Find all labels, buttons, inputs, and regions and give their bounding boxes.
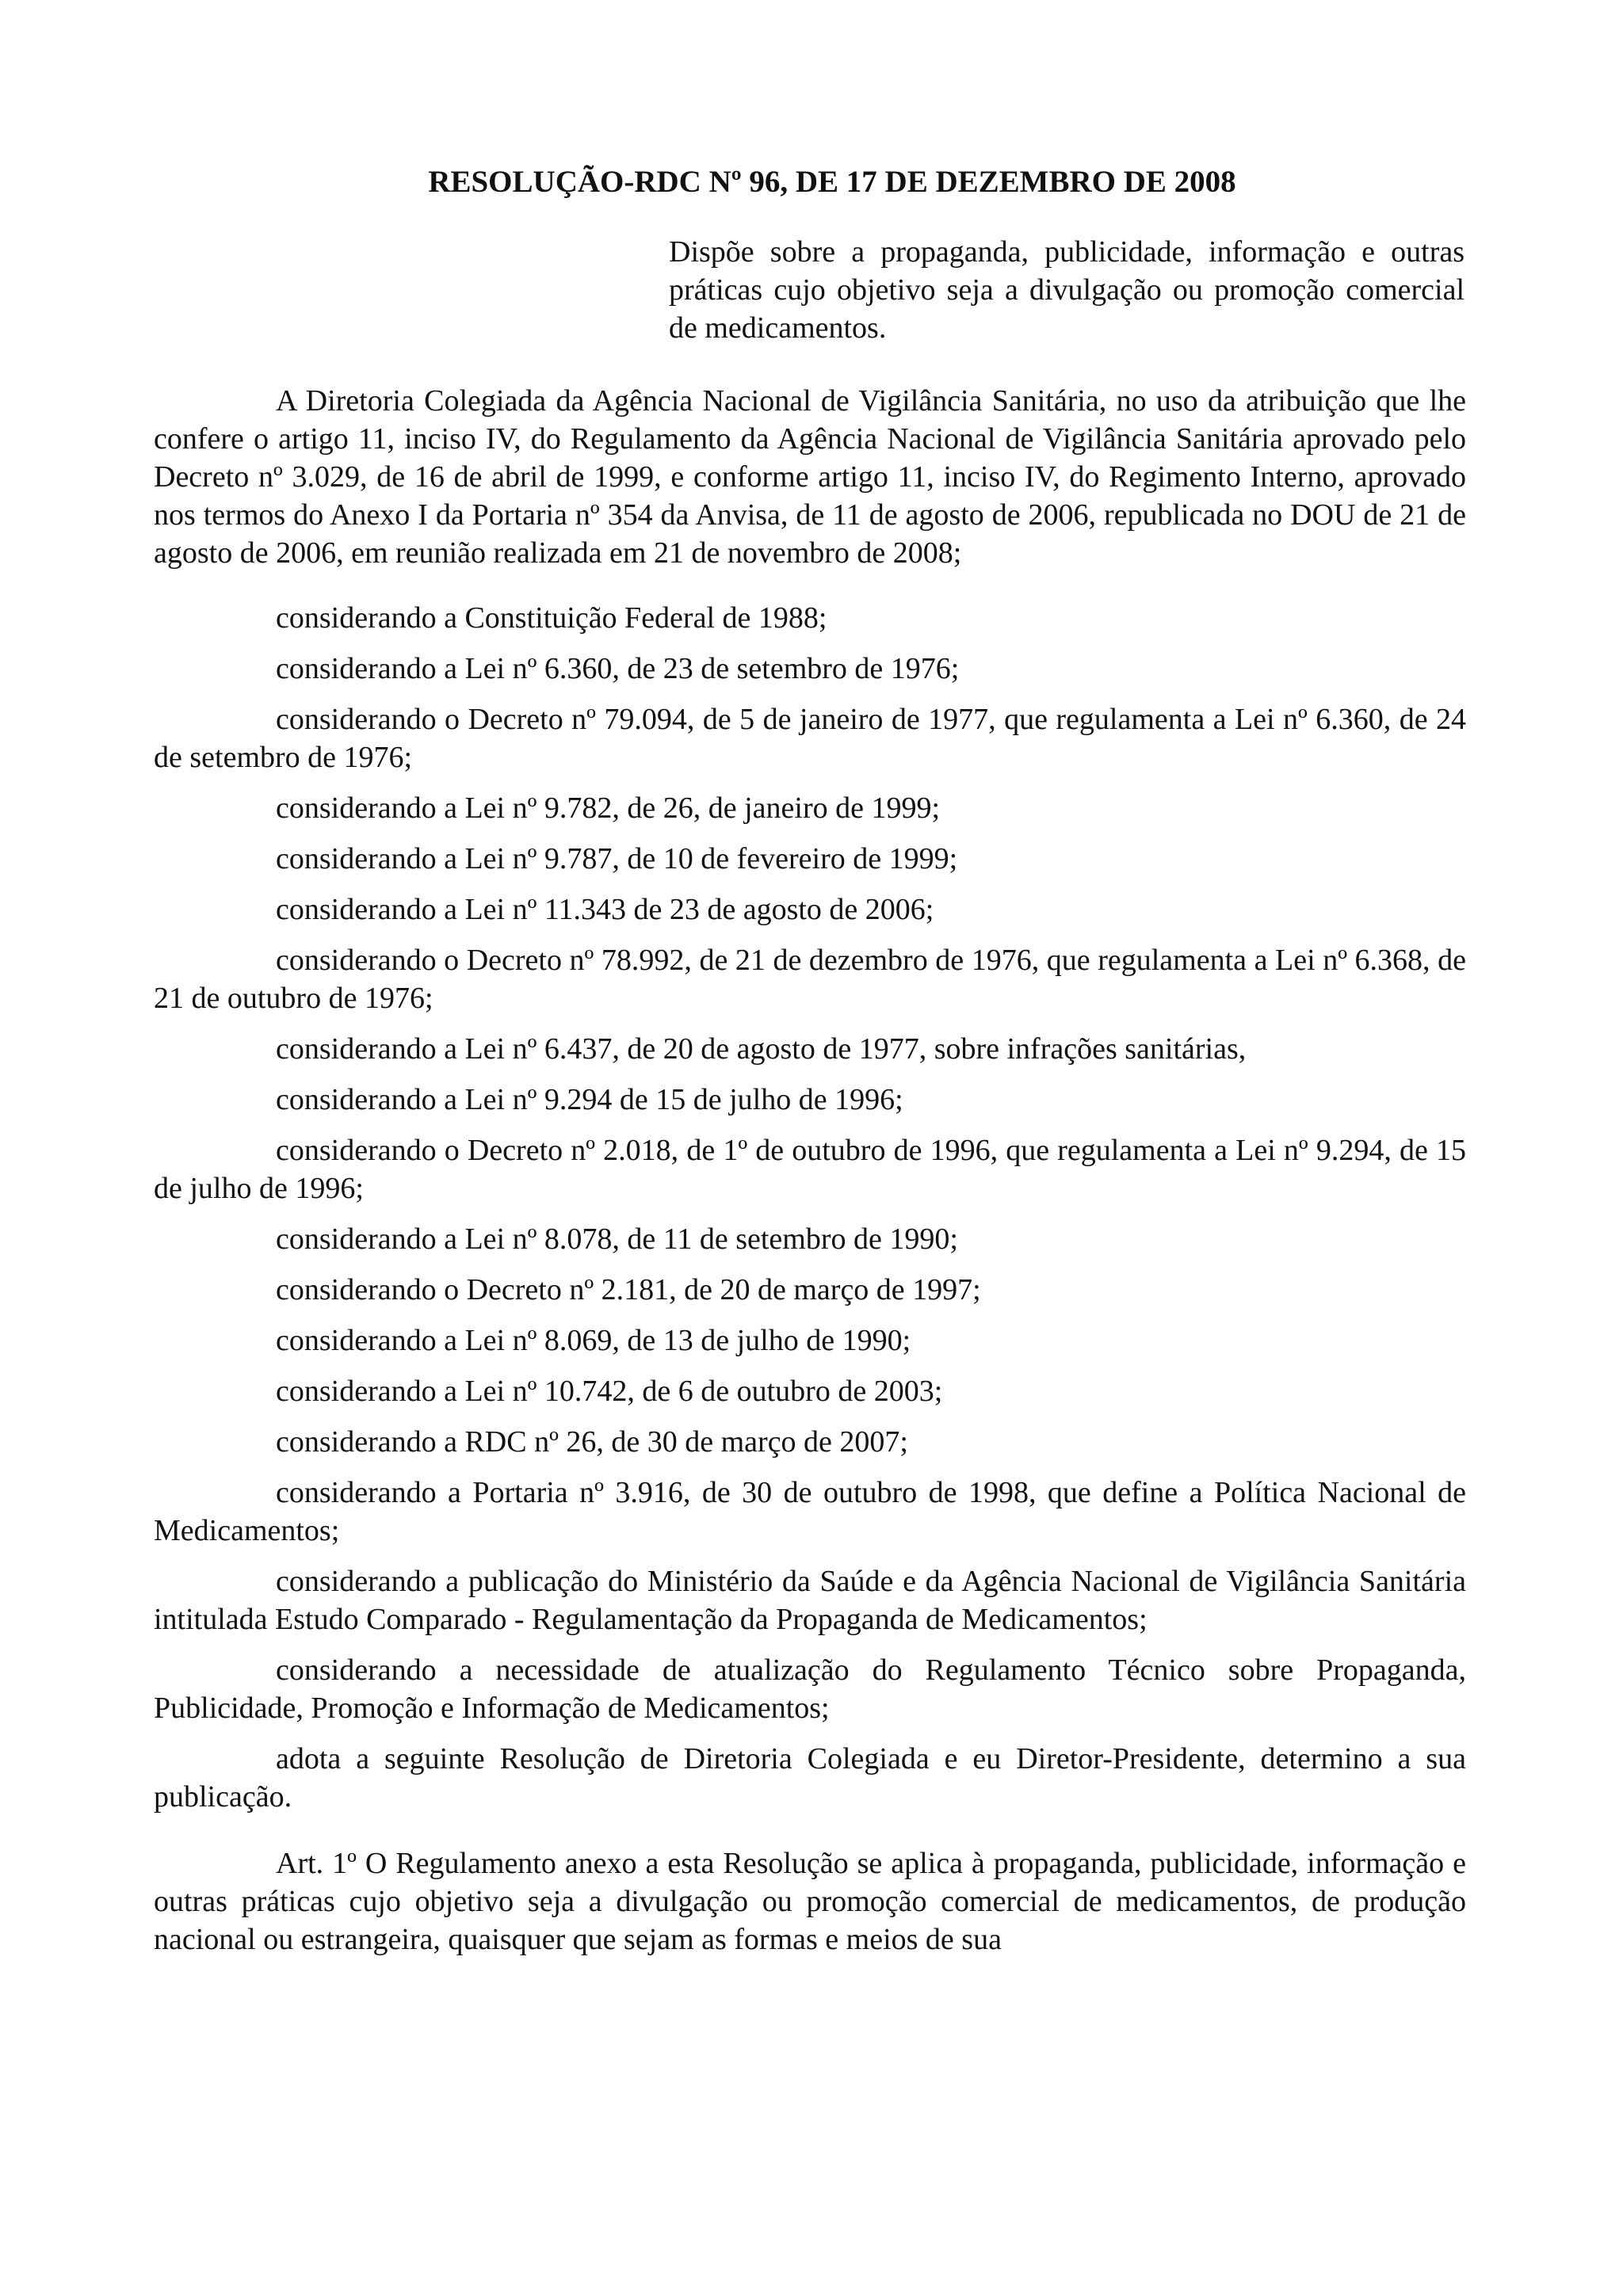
- considerando-item: considerando a Constituição Federal de 1988;: [276, 601, 827, 635]
- document-title: RESOLUÇÃO-RDC Nº 96, DE 17 DE DEZEMBRO DE 2008: [428, 165, 1236, 199]
- document-body: [154, 382, 1466, 1958]
- considerando-item: considerando a Lei nº 9.787, de 10 de fevereiro de 1999;: [276, 842, 958, 875]
- document-ementa: Dispõe sobre a propaganda, publicidade, informação e outras práticas cujo objetivo seja a divulgação ou promoção comercial de medicamentos.: [669, 235, 1465, 345]
- considerando-item: considerando o Decreto nº 78.992, de 21 de dezembro de 1976, que regulamenta a Lei nº 6.368, de 21 de outubro de 1976;: [154, 944, 1466, 1015]
- considerando-item: considerando a Portaria nº 3.916, de 30 de outubro de 1998, que define a Política Nacional de Medicamentos;: [154, 1476, 1466, 1547]
- considerando-item: considerando a Lei nº 8.078, de 11 de setembro de 1990;: [276, 1222, 958, 1256]
- preamble-paragraph: A Diretoria Colegiada da Agência Nacional de Vigilância Sanitária, no uso da atribuição que lhe confere o artigo 11, inciso IV, do Regulamento da Agência Nacional de Vigilância Sanitária aprovado pelo Decreto nº 3.029, de 16 de abril de 1999, e conforme artigo 11, inciso IV, do Regimento Interno, aprovado nos termos do Anexo I da Portaria nº 354 da Anvisa, de 11 de agosto de 2006, republicada no DOU de 21 de agosto de 2006, em reunião realizada em 21 de novembro de 2008;: [154, 384, 1466, 570]
- considerando-item: considerando a Lei nº 8.069, de 13 de julho de 1990;: [276, 1324, 911, 1357]
- considerando-item: considerando o Decreto nº 2.181, de 20 de março de 1997;: [276, 1273, 981, 1306]
- considerando-item: considerando a RDC nº 26, de 30 de março de 2007;: [276, 1425, 908, 1459]
- considerando-item: considerando o Decreto nº 79.094, de 5 de janeiro de 1977, que regulamenta a Lei nº 6.360, de 24 de setembro de 1976;: [154, 703, 1466, 774]
- considerando-item: considerando o Decreto nº 2.018, de 1º de outubro de 1996, que regulamenta a Lei nº 9.294, de 15 de julho de 1996;: [154, 1134, 1466, 1205]
- considerando-item: considerando a necessidade de atualização do Regulamento Técnico sobre Propaganda, Publicidade, Promoção e Informação de Medicamentos;: [154, 1653, 1466, 1725]
- considerando-item: considerando a Lei nº 9.782, de 26, de janeiro de 1999;: [276, 791, 941, 825]
- considerando-item: considerando a Lei nº 6.437, de 20 de agosto de 1977, sobre infrações sanitárias,: [276, 1032, 1247, 1066]
- considerando-item: considerando a publicação do Ministério da Saúde e da Agência Nacional de Vigilância Sanitária intitulada Estudo Comparado - Regulamentação da Propaganda de Medicamentos;: [154, 1565, 1466, 1636]
- considerando-item: considerando a Lei nº 10.742, de 6 de outubro de 2003;: [276, 1375, 943, 1408]
- considerando-item: considerando a Lei nº 9.294 de 15 de julho de 1996;: [276, 1083, 903, 1116]
- adota-paragraph: adota a seguinte Resolução de Diretoria Colegiada e eu Diretor-Presidente, determino a sua publicação.: [154, 1742, 1466, 1814]
- considerando-item: considerando a Lei nº 11.343 de 23 de agosto de 2006;: [276, 893, 934, 926]
- article-1: Art. 1º O Regulamento anexo a esta Resolução se aplica à propaganda, publicidade, informação e outras práticas cujo objetivo seja a divulgação ou promoção comercial de medicamentos, de produção nacional ou estrangeira, quaisquer que sejam as formas e meios de sua: [154, 1847, 1466, 1956]
- considerando-item: considerando a Lei nº 6.360, de 23 de setembro de 1976;: [276, 652, 960, 685]
